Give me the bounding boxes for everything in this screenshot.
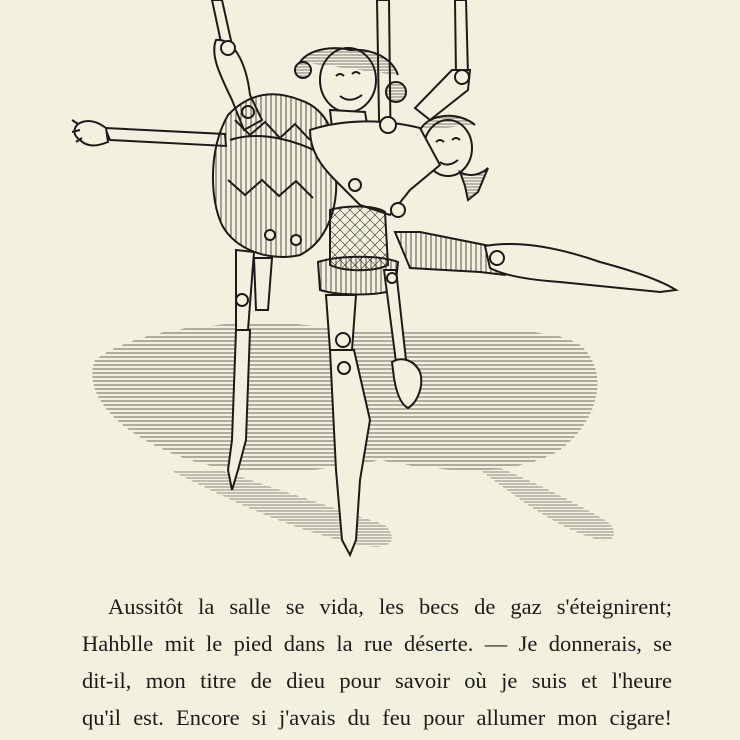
puppet-left-dress — [213, 94, 336, 257]
body-text — [82, 588, 672, 736]
outstretched-arm — [72, 120, 226, 146]
raised-arm-right — [415, 70, 470, 120]
text-line-1: Aussitôt la salle se vida, les becs de gaz s'éteignirent; — [108, 594, 672, 619]
text-line-3: dit-il, mon titre de dieu pour savoir où je suis et l'heure — [82, 668, 672, 693]
text-line-2: Hahblle mit le pied dans la rue déserte. — Je donnerais, se — [82, 631, 672, 656]
extended-leg — [395, 232, 676, 292]
text-line-4: qu'il est. Encore si j'avais du feu pour allumer mon cigare! — [82, 705, 672, 730]
